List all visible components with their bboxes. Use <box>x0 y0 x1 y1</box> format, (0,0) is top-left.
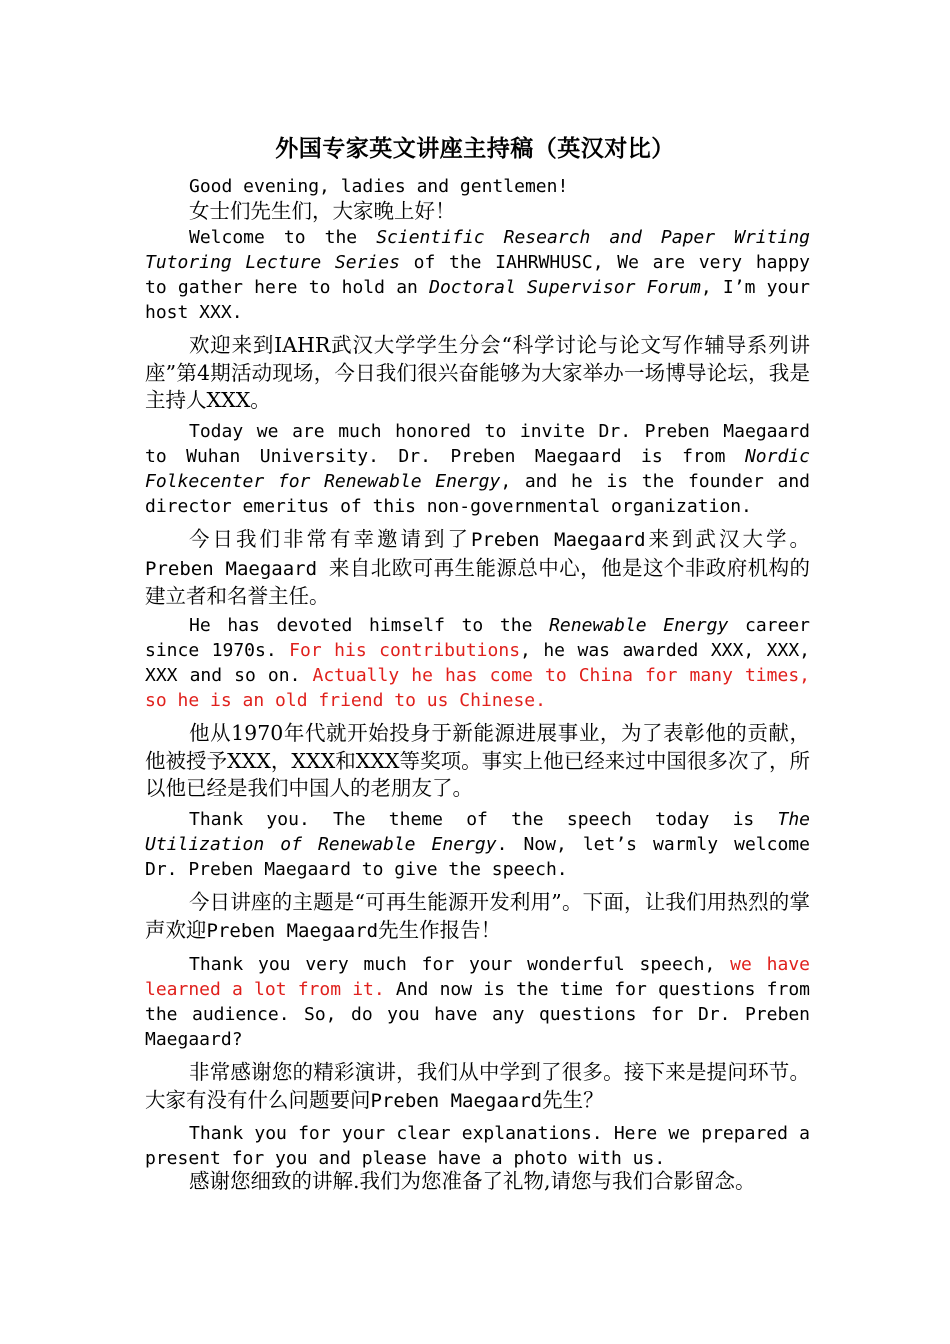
thanks-chinese: 非常感谢您的精彩演讲，我们从中学到了很多。接下来是提问环节。大家有没有什么问题要问Preben Maegaard先生？ <box>145 1060 810 1112</box>
introduction-chinese: 今日我们非常有幸邀请到了Preben Maegaard来到武汉大学。Preben Maegaard 来自北欧可再生能源总中心，他是这个非政府机构的建立者和名誉主任。 <box>145 527 811 608</box>
introduction-english: Today we are much honored to invite Dr. Preben Maegaard to Wuhan University. Dr. Preben Maegaard is from Nordic Folkecenter for Renewable Energy, and he is the founder and director emeritus of this non-governmental organization. <box>145 421 810 517</box>
lecture-series-name: Scientific Research and Paper Writing Tutoring Lecture Series <box>145 227 810 273</box>
highlighted-text: For his contributions <box>289 640 521 661</box>
thanks-english: Thank you very much for your wonderful speech, we have learned a lot from it. And now is the time for questions from the audience. So, do you have any questions for Dr. Preben Maegaard? <box>145 954 810 1050</box>
forum-name: Doctoral Supervisor Forum <box>429 277 701 298</box>
career-english: He has devoted himself to the Renewable Energy career since 1970s. For his contributions, he was awarded XXX, XXX, XXX and so on. Actually he has come to China for many times, so he is an old friend to us Chinese. <box>145 615 811 711</box>
welcome-english: Welcome to the Scientific Research and Paper Writing Tutoring Lecture Series of the IAHRWHUSC, We are very happy to gather here to hold an Doctoral Supervisor Forum, I’m your host XXX. <box>145 227 811 323</box>
closing-chinese: 感谢您细致的讲解.我们为您准备了礼物,请您与我们合影留念。 <box>189 1169 756 1193</box>
career-chinese: 他从1970年代就开始投身于新能源进展事业，为了表彰他的贡献，他被授予XXX，XXX和XXX等奖项。事实上他已经来过中国很多次了，所以他已经是我们中国人的老朋友了。 <box>145 721 810 800</box>
theme-chinese: 今日讲座的主题是“可再生能源开发利用”。下面，让我们用热烈的掌声欢迎Preben Maegaard先生作报告！ <box>145 890 810 942</box>
welcome-chinese: 欢迎来到IAHR武汉大学学生分会“科学讨论与论文写作辅导系列讲座”第4期活动现场，今日我们很兴奋能够为大家举办一场博导论坛，我是主持人XXX。 <box>145 333 810 412</box>
highlighted-text: we have learned a lot from it. <box>145 954 810 1000</box>
theme-english: Thank you. The theme of the speech today is The Utilization of Renewable Energy. Now, let’s warmly welcome Dr. Preben Maegaard to give the speech. <box>145 809 810 880</box>
greeting-english: Good evening, ladies and gentlemen! <box>189 176 569 197</box>
document-title: 外国专家英文讲座主持稿（英汉对比） <box>275 135 675 162</box>
organization-name: Nordic Folkecenter for Renewable Energy <box>145 446 810 492</box>
speech-theme: The Utilization of Renewable Energy <box>145 809 810 855</box>
closing-english: Thank you for your clear explanations. Here we prepared a present for you and please have a photo with us. <box>145 1123 810 1169</box>
highlighted-text: Actually he has come to China for many times, so he is an old friend to us Chinese. <box>145 665 810 711</box>
greeting-chinese: 女士们先生们，大家晚上好！ <box>189 199 456 223</box>
